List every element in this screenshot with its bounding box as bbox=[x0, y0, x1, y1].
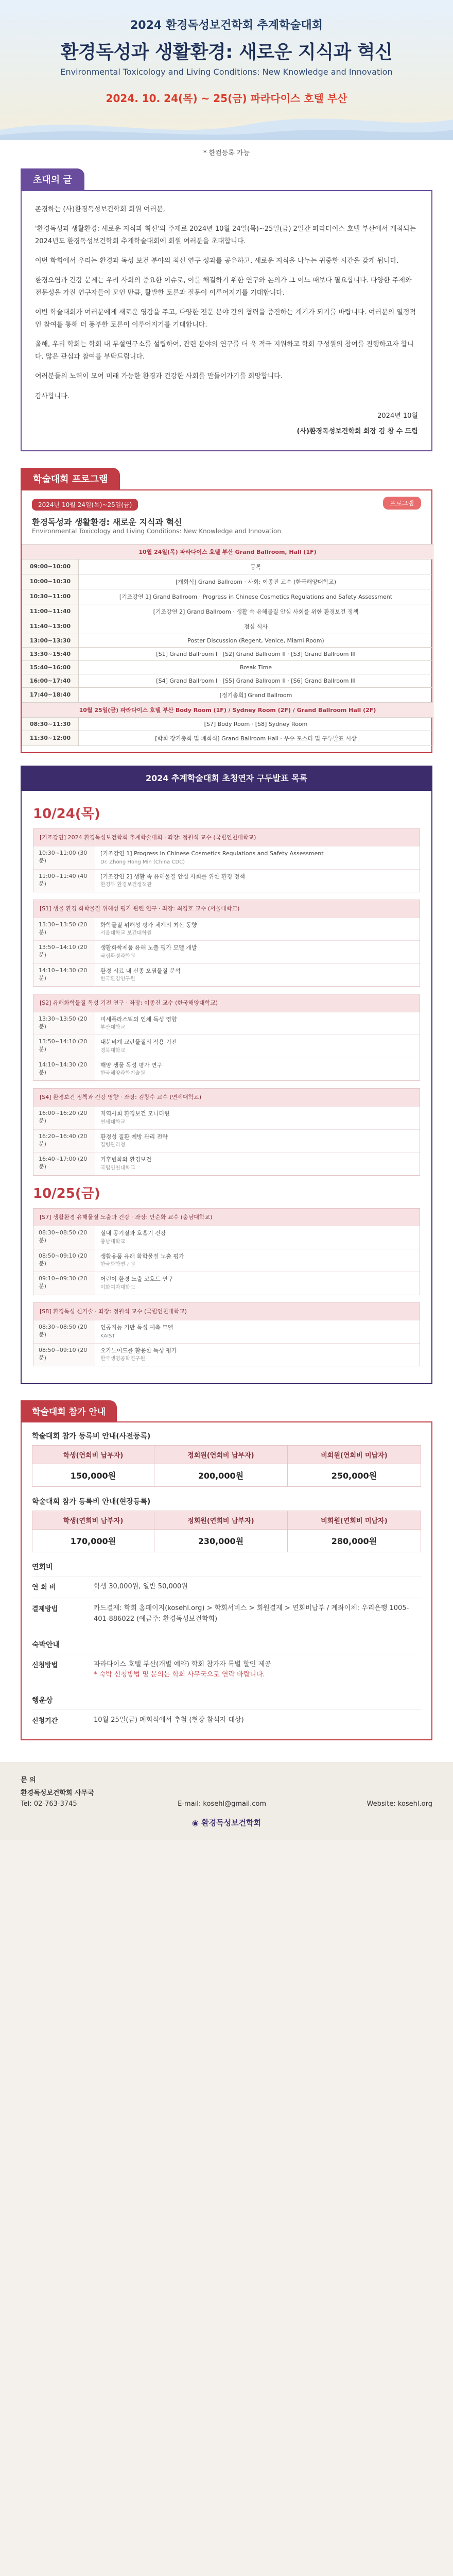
program-row bbox=[22, 731, 433, 745]
hero-banner bbox=[0, 0, 453, 140]
hotel-title: 숙박안내 bbox=[32, 1640, 60, 1649]
invitation-paragraph: 올해, 우리 학회는 학회 내 부설연구소를 설립하여, 관련 분야의 연구를 더 욱 적극 지원하고 학회 구성원의 참여를 진행하고자 합니다. 많은 관심과 참여를 부탁드립니다. bbox=[35, 341, 414, 361]
hero-wave-decoration bbox=[0, 109, 453, 140]
footer-tel: Tel: 02-763-3745 bbox=[21, 1800, 77, 1808]
talk-row bbox=[33, 963, 420, 987]
program-time: 11:30~12:00 bbox=[22, 731, 79, 745]
program-content: [정기총회] Grand Ballroom bbox=[79, 687, 433, 702]
talk-speaker: 한국해양과학기술원 bbox=[100, 1071, 145, 1077]
program-name: 환경독성과 생활환경: 새로운 지식과 혁신 bbox=[32, 517, 182, 527]
fee-column-header: 학생(연회비 납부자) bbox=[32, 1511, 154, 1530]
talk-row bbox=[33, 869, 420, 892]
fee-value: 170,000원 bbox=[32, 1530, 154, 1552]
fee-column-header: 비회원(연회비 미납자) bbox=[287, 1446, 421, 1464]
talk-row bbox=[33, 846, 420, 869]
fee-column-header: 정회원(연회비 납부자) bbox=[154, 1511, 287, 1530]
talk-title: 환경성 질환 예방 관리 전략 bbox=[100, 1133, 168, 1140]
talk-time: 08:50~09:10 (20분) bbox=[33, 1344, 95, 1366]
program-time: 10:30~11:00 bbox=[22, 589, 79, 604]
invitation-panel bbox=[21, 190, 432, 451]
talk-time: 16:40~17:00 (20분) bbox=[33, 1153, 95, 1175]
oral-day2-label: 10/25(금) bbox=[33, 1185, 100, 1201]
talk-time: 13:30~13:50 (20분) bbox=[33, 918, 95, 941]
session-block bbox=[33, 1208, 420, 1295]
talk-title: 환경 시료 내 신종 오염물질 분석 bbox=[100, 967, 181, 974]
talk-title: 내분비계 교란물질의 작용 기전 bbox=[100, 1039, 177, 1046]
session-block bbox=[33, 900, 420, 987]
invitation-section bbox=[0, 164, 453, 464]
program-time: 11:00~11:40 bbox=[22, 604, 79, 619]
program-row bbox=[22, 574, 433, 589]
invitation-paragraph: 감사합니다. bbox=[35, 392, 69, 400]
registration-section bbox=[0, 1396, 453, 1762]
program-content: [기조강연 2] Grand Ballroom · 생활 속 유해물질 안심 사회를 위한 환경보건 정책 bbox=[79, 604, 433, 619]
talk-row bbox=[33, 1152, 420, 1175]
program-time: 17:40~18:40 bbox=[22, 687, 79, 702]
footer-email[interactable]: E-mail: kosehl@gmail.com bbox=[178, 1800, 267, 1808]
program-date-badge: 2024년 10월 24일(목)~25일(금) bbox=[32, 499, 138, 511]
talk-time: 13:50~14:10 (20분) bbox=[33, 941, 95, 963]
program-row bbox=[22, 619, 433, 634]
footer-website[interactable]: Website: kosehl.org bbox=[367, 1800, 432, 1808]
talk-title: 오가노이드를 활용한 독성 평가 bbox=[100, 1347, 177, 1354]
talk-title: 실내 공기질과 호흡기 건강 bbox=[100, 1230, 166, 1237]
talk-speaker: 연세대학교 bbox=[100, 1119, 126, 1125]
invitation-paragraph: 여러분들의 노력이 모여 미래 가능한 환경과 건강한 사회를 만들어가기를 희망합니다. bbox=[35, 372, 283, 381]
talk-speaker: 충남대학교 bbox=[100, 1239, 126, 1245]
talk-time: 09:10~09:30 (20분) bbox=[33, 1272, 95, 1295]
oral-day1-label: 10/24(목) bbox=[33, 806, 100, 822]
talk-row bbox=[33, 918, 420, 941]
talk-speaker: 질병관리청 bbox=[100, 1142, 126, 1148]
invitation-paragraph: 이번 학술대회가 여러분에게 새로운 영감을 주고, 다양한 전문 분야 간의 협력을 증진하는 계기가 되기를 바랍니다. 여러분의 열정적인 참여를 통해 더 풍부한 토론이 이루어지기를 기대합니다. bbox=[35, 309, 416, 329]
talk-row bbox=[33, 1035, 420, 1058]
talk-title: 생활화학제품 유해 노출 평가 모델 개발 bbox=[100, 944, 197, 952]
program-content: [기조강연 1] Grand Ballroom · Progress in Chinese Cosmetics Regulations and Safety Assessment bbox=[79, 589, 433, 604]
talk-title: [기조강연 2] 생활 속 유해물질 안심 사회를 위한 환경 정책 bbox=[100, 873, 245, 880]
annual-fee-title: 연회비 bbox=[32, 1563, 53, 1572]
registration-heading: 학술대회 참가 안내 bbox=[21, 1400, 117, 1421]
program-row bbox=[22, 589, 433, 604]
talk-time: 08:50~09:10 (20분) bbox=[33, 1249, 95, 1272]
talk-speaker: 국립환경과학원 bbox=[100, 953, 135, 959]
fee-value: 280,000원 bbox=[287, 1530, 421, 1552]
talk-row bbox=[33, 1012, 420, 1035]
talk-title: 해양 생물 독성 평가 연구 bbox=[100, 1061, 163, 1069]
program-time: 08:30~11:30 bbox=[22, 717, 79, 731]
talk-speaker: 부산대학교 bbox=[100, 1025, 126, 1031]
program-time: 13:30~15:40 bbox=[22, 647, 79, 660]
talk-speaker: 한국화학연구원 bbox=[100, 1262, 135, 1268]
talk-speaker: 한국환경연구원 bbox=[100, 976, 135, 982]
session-header: [S7] 생활환경 유해물질 노출과 건강 · 좌장: 안순화 교수 (충남대학교) bbox=[33, 1209, 420, 1226]
fee-value: 150,000원 bbox=[32, 1464, 154, 1487]
talk-time: 16:00~16:20 (20분) bbox=[33, 1107, 95, 1129]
talk-title: 생활용품 유래 화학물질 노출 평가 bbox=[100, 1252, 184, 1260]
oral-list bbox=[21, 790, 432, 1384]
hotel-row bbox=[32, 1654, 421, 1686]
hero-title: 환경독성과 생활환경: 새로운 지식과 혁신 bbox=[60, 42, 393, 63]
talk-row bbox=[33, 1226, 420, 1249]
program-table bbox=[22, 544, 433, 746]
talk-time: 13:50~14:10 (20분) bbox=[33, 1035, 95, 1058]
program-content: 점심 식사 bbox=[79, 619, 433, 634]
payment-key: 결제방법 bbox=[32, 1605, 58, 1614]
talk-speaker: 이화여자대학교 bbox=[100, 1284, 135, 1291]
registration-note: * 한컴등록 가능 bbox=[203, 149, 250, 157]
program-content: [학회 장기총회 및 폐회식] Grand Ballroom Hall · 우수 포스터 및 구두발표 시상 bbox=[79, 731, 433, 745]
talk-time: 08:30~08:50 (20분) bbox=[33, 1320, 95, 1343]
program-content: 등록 bbox=[79, 559, 433, 574]
program-row bbox=[22, 660, 433, 674]
logo-mark-icon: ◉ bbox=[191, 1818, 202, 1827]
onsite-registration-title: 학술대회 참가 등록비 안내(현장등록) bbox=[32, 1498, 151, 1506]
program-time: 13:00~13:30 bbox=[22, 634, 79, 647]
talk-row bbox=[33, 1343, 420, 1366]
payment-value: 카드결제: 학회 홈페이지(kosehl.org) > 학회서비스 > 회원결제 > 연회비납부 / 계좌이체: 우리은행 1005-401-886022 (예금주: 환경독성보건학회) bbox=[94, 1604, 409, 1623]
lucky-draw-key: 신청기간 bbox=[32, 1717, 58, 1725]
talk-title: 화학물질 위해성 평가 체계의 최신 동향 bbox=[100, 921, 197, 928]
talk-title: 기후변화와 환경보건 bbox=[100, 1156, 152, 1163]
annual-fee-key: 연 회 비 bbox=[32, 1584, 56, 1592]
invitation-paragraph: 이번 학회에서 우리는 환경과 독성 보건 분야의 최신 연구 성과를 공유하고, 새로운 지식을 나누는 귀중한 시간을 갖게 됩니다. bbox=[35, 257, 399, 265]
program-time: 15:40~16:00 bbox=[22, 660, 79, 674]
hotel-value: 파라다이스 호텔 부산(개별 예약) 학회 참가자 특별 할인 제공 bbox=[94, 1660, 271, 1668]
invitation-paragraph: 환경오염과 건강 문제는 우리 사회의 중요한 이슈로, 이를 해결하기 위한 연구와 논의가 그 어느 때보다 필요합니다. 다양한 주제와 전문성을 가진 연구자들이 모인 만큼, 활발한 토론과 질문이 이루어지기를 기대합니다. bbox=[35, 277, 412, 297]
talk-time: 08:30~08:50 (20분) bbox=[33, 1226, 95, 1249]
program-content: [S7] Body Room · [S8] Sydney Room bbox=[79, 717, 433, 731]
talk-row bbox=[33, 1272, 420, 1295]
registration-card bbox=[21, 1421, 432, 1740]
lucky-draw-row bbox=[32, 1709, 421, 1731]
program-day1-label: 10월 24일(목) 파라다이스 호텔 부산 Grand Ballroom, Hall (1F) bbox=[22, 544, 433, 559]
talk-time: 10:30~11:00 (30분) bbox=[33, 846, 95, 869]
program-row bbox=[22, 717, 433, 731]
invitation-signature: (사)환경독성보건학회 회장 김 창 수 드림 bbox=[297, 427, 418, 435]
contact-title: 문 의 bbox=[21, 1776, 36, 1784]
annual-fee-value: 학생 30,000원, 일반 50,000원 bbox=[94, 1583, 188, 1591]
pre-registration-title: 학술대회 참가 등록비 안내(사전등록) bbox=[32, 1432, 151, 1441]
program-content: [개회식] Grand Ballroom · 사회: 이종진 교수 (한국해양대학교) bbox=[79, 574, 433, 589]
talk-title: 인공지능 기반 독성 예측 모델 bbox=[100, 1324, 173, 1331]
program-content: [S4] Grand Ballroom I · [S5] Grand Ballroom II · [S6] Grand Ballroom III bbox=[79, 674, 433, 687]
talk-row bbox=[33, 1058, 420, 1081]
onsite-registration-fee-table bbox=[32, 1511, 421, 1552]
program-row bbox=[22, 687, 433, 702]
talk-title: 미세플라스틱의 인체 독성 영향 bbox=[100, 1015, 177, 1023]
lucky-draw-title: 행운상 bbox=[32, 1697, 53, 1705]
program-section bbox=[0, 464, 453, 766]
program-row bbox=[22, 647, 433, 660]
hero-subtitle: Environmental Toxicology and Living Conditions: New Knowledge and Innovation bbox=[60, 67, 393, 77]
talk-row bbox=[33, 1106, 420, 1129]
invitation-paragraph: 존경하는 (사)환경독성보건학회 회원 여러분, bbox=[35, 206, 165, 213]
talk-time: 16:20~16:40 (20분) bbox=[33, 1130, 95, 1153]
session-header: [S1] 생물 환경 화학물질 위해성 평가 관련 연구 · 좌장: 최경호 교수 (서울대학교) bbox=[33, 900, 420, 918]
fee-column-header: 학생(연회비 납부자) bbox=[32, 1446, 154, 1464]
talk-title: [기조강연 1] Progress in Chinese Cosmetics Regulations and Safety Assessment bbox=[100, 850, 324, 857]
talk-title: 어린이 환경 노출 코호트 연구 bbox=[100, 1276, 173, 1283]
session-header: [S8] 환경독성 신기술 · 좌장: 정원석 교수 (국립인천대학교) bbox=[33, 1303, 420, 1320]
hero-kicker: 2024 환경독성보건학회 추계학술대회 bbox=[130, 19, 323, 32]
program-heading: 학술대회 프로그램 bbox=[21, 468, 120, 489]
fee-value: 250,000원 bbox=[287, 1464, 421, 1487]
hotel-note: * 숙박 신청방법 및 문의는 학회 사무국으로 연락 바랍니다. bbox=[94, 1671, 265, 1679]
program-time: 16:00~17:40 bbox=[22, 674, 79, 687]
talk-speaker: Dr. Zhong Hong Min (China CDC) bbox=[100, 859, 185, 865]
talk-speaker: KAIST bbox=[100, 1333, 115, 1339]
session-header: [기조강연] 2024 환경독성보건학회 추계학술대회 · 좌장: 정원석 교수 (국립인천대학교) bbox=[33, 829, 420, 846]
program-row bbox=[22, 674, 433, 687]
talk-time: 11:00~11:40 (40분) bbox=[33, 870, 95, 892]
program-row bbox=[22, 604, 433, 619]
footer bbox=[0, 1762, 453, 1840]
session-block bbox=[33, 828, 420, 893]
annual-fee-row bbox=[32, 1576, 421, 1598]
program-content: [S1] Grand Ballroom I · [S2] Grand Ballroom II · [S3] Grand Ballroom III bbox=[79, 647, 433, 660]
talk-speaker: 국립인천대학교 bbox=[100, 1165, 135, 1171]
program-content: Poster Discussion (Regent, Venice, Miami Room) bbox=[79, 634, 433, 647]
talk-time: 13:30~13:50 (20분) bbox=[33, 1012, 95, 1035]
program-time: 09:00~10:00 bbox=[22, 559, 79, 574]
session-block bbox=[33, 994, 420, 1081]
talk-time: 14:10~14:30 (20분) bbox=[33, 1058, 95, 1081]
talk-row bbox=[33, 1129, 420, 1153]
talk-speaker: 한국생명공학연구원 bbox=[100, 1356, 145, 1362]
session-header: [S4] 환경보건 정책과 건강 영향 · 좌장: 김창수 교수 (연세대학교) bbox=[33, 1089, 420, 1106]
session-header: [S2] 유해화학물질 독성 기전 연구 · 좌장: 이종진 교수 (한국해양대학교) bbox=[33, 994, 420, 1012]
program-time: 10:00~10:30 bbox=[22, 574, 79, 589]
program-day2-label: 10월 25일(금) 파라다이스 호텔 부산 Body Room (1F) / Sydney Room (2F) / Grand Ballroom Hall (2F) bbox=[22, 702, 433, 717]
talk-time: 14:10~14:30 (20분) bbox=[33, 964, 95, 987]
invitation-heading: 초대의 글 bbox=[21, 168, 84, 190]
program-tag: 프로그램 bbox=[383, 497, 421, 510]
talk-speaker: 경북대학교 bbox=[100, 1047, 126, 1054]
lucky-draw-value: 10월 25일(금) 폐회식에서 추첨 (현장 참석자 대상) bbox=[94, 1716, 244, 1724]
invitation-date: 2024년 10월 bbox=[377, 412, 418, 420]
logo-text: 환경독성보건학회 bbox=[201, 1818, 262, 1827]
fee-value: 200,000원 bbox=[154, 1464, 287, 1487]
oral-list-banner: 2024 추계학술대회 초청연자 구두발표 목록 bbox=[21, 766, 432, 790]
fee-column-header: 정회원(연회비 납부자) bbox=[154, 1446, 287, 1464]
program-time: 11:40~13:00 bbox=[22, 619, 79, 634]
program-row bbox=[22, 634, 433, 647]
program-subtitle: Environmental Toxicology and Living Conditions: New Knowledge and Innovation bbox=[32, 527, 281, 535]
session-block bbox=[33, 1088, 420, 1175]
fee-value: 230,000원 bbox=[154, 1530, 287, 1552]
program-card bbox=[21, 489, 432, 753]
payment-row bbox=[32, 1598, 421, 1630]
society-logo bbox=[21, 1817, 432, 1828]
talk-speaker: 서울대학교 보건대학원 bbox=[100, 930, 152, 937]
pre-registration-fee-table bbox=[32, 1445, 421, 1487]
footer-org: 환경독성보건학회 사무국 bbox=[21, 1789, 94, 1797]
talk-row bbox=[33, 1320, 420, 1343]
talk-row bbox=[33, 940, 420, 963]
fee-column-header: 비회원(연회비 미납자) bbox=[287, 1511, 421, 1530]
talk-title: 지역사회 환경보건 모니터링 bbox=[100, 1110, 170, 1117]
hotel-key: 신청방법 bbox=[32, 1661, 58, 1669]
session-block bbox=[33, 1302, 420, 1367]
program-row bbox=[22, 559, 433, 574]
talk-speaker: 환경부 환경보건정책관 bbox=[100, 882, 152, 888]
invitation-paragraph: '환경독성과 생활환경: 새로운 지식과 혁신'의 주제로 2024년 10월 24일(목)~25일(금) 2일간 파라다이스 호텔 부산에서 개최되는 2024년도 환경독성보건학회 추계학술대회에 회원 여러분을 초대합니다. bbox=[35, 225, 416, 246]
talk-row bbox=[33, 1249, 420, 1272]
hero-dateline: 2024. 10. 24(목) ~ 25(금) 파라다이스 호텔 부산 bbox=[106, 92, 347, 105]
program-content: Break Time bbox=[79, 660, 433, 674]
